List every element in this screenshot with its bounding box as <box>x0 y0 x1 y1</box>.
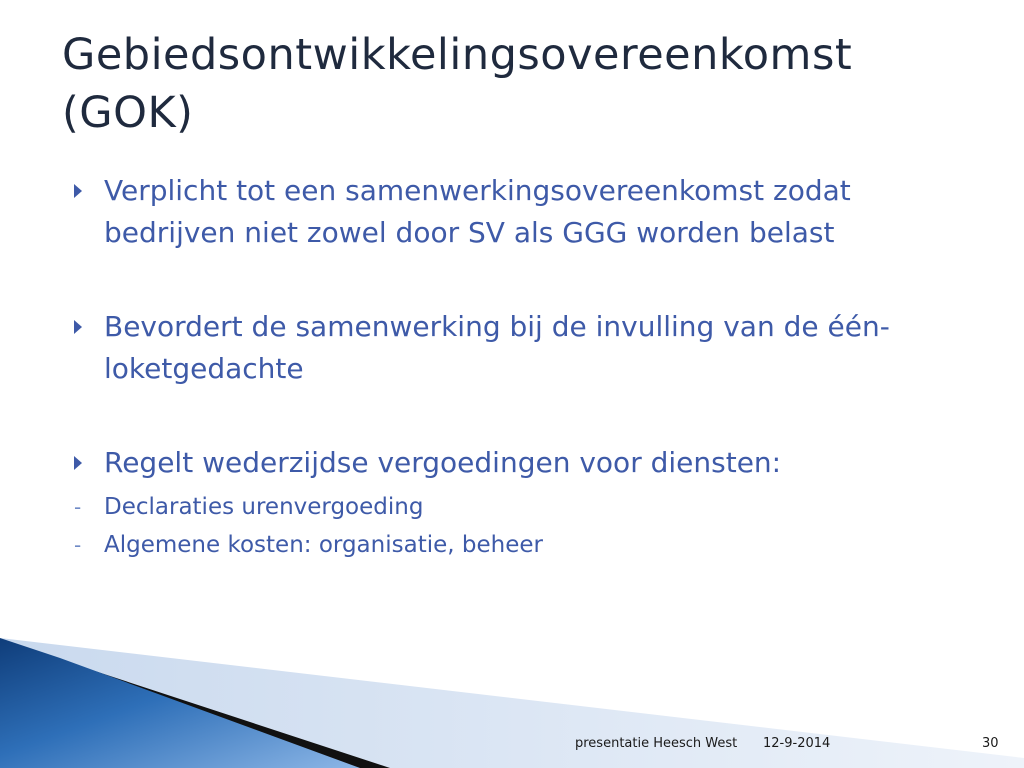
bullet-text: Bevordert de samenwerking bij de invulling van de één-loketgedachte <box>104 310 890 385</box>
triangle-right-icon <box>74 184 82 198</box>
footer-page-number: 30 <box>982 736 999 751</box>
sub-bullet-text: Algemene kosten: organisatie, beheer <box>104 532 543 558</box>
sub-bullet-item <box>74 526 974 564</box>
footer-date: 12-9-2014 <box>763 736 831 751</box>
bullet-item <box>74 170 974 254</box>
slide-title-line-1: Gebiedsontwikkelingsovereenkomst <box>62 30 853 80</box>
footer-presentation-title: presentatie Heesch West <box>575 736 738 751</box>
bullet-text: Verplicht tot een samenwerkingsovereenkomst zodat bedrijven niet zowel door SV als GGG worden belast <box>104 174 851 249</box>
bullet-item <box>74 306 974 390</box>
sub-bullet-item <box>74 488 974 526</box>
slide-content <box>74 170 974 564</box>
bullet-item <box>74 442 974 484</box>
dash-icon: - <box>74 495 82 519</box>
footer-swoosh-decoration <box>0 638 1024 768</box>
slide-title-line-2: (GOK) <box>62 88 194 138</box>
triangle-right-icon <box>74 320 82 334</box>
bullet-text: Regelt wederzijdse vergoedingen voor diensten: <box>104 446 782 479</box>
triangle-right-icon <box>74 456 82 470</box>
sub-bullet-text: Declaraties urenvergoeding <box>104 494 424 520</box>
slide-title <box>62 26 1002 142</box>
dash-icon: - <box>74 533 82 557</box>
